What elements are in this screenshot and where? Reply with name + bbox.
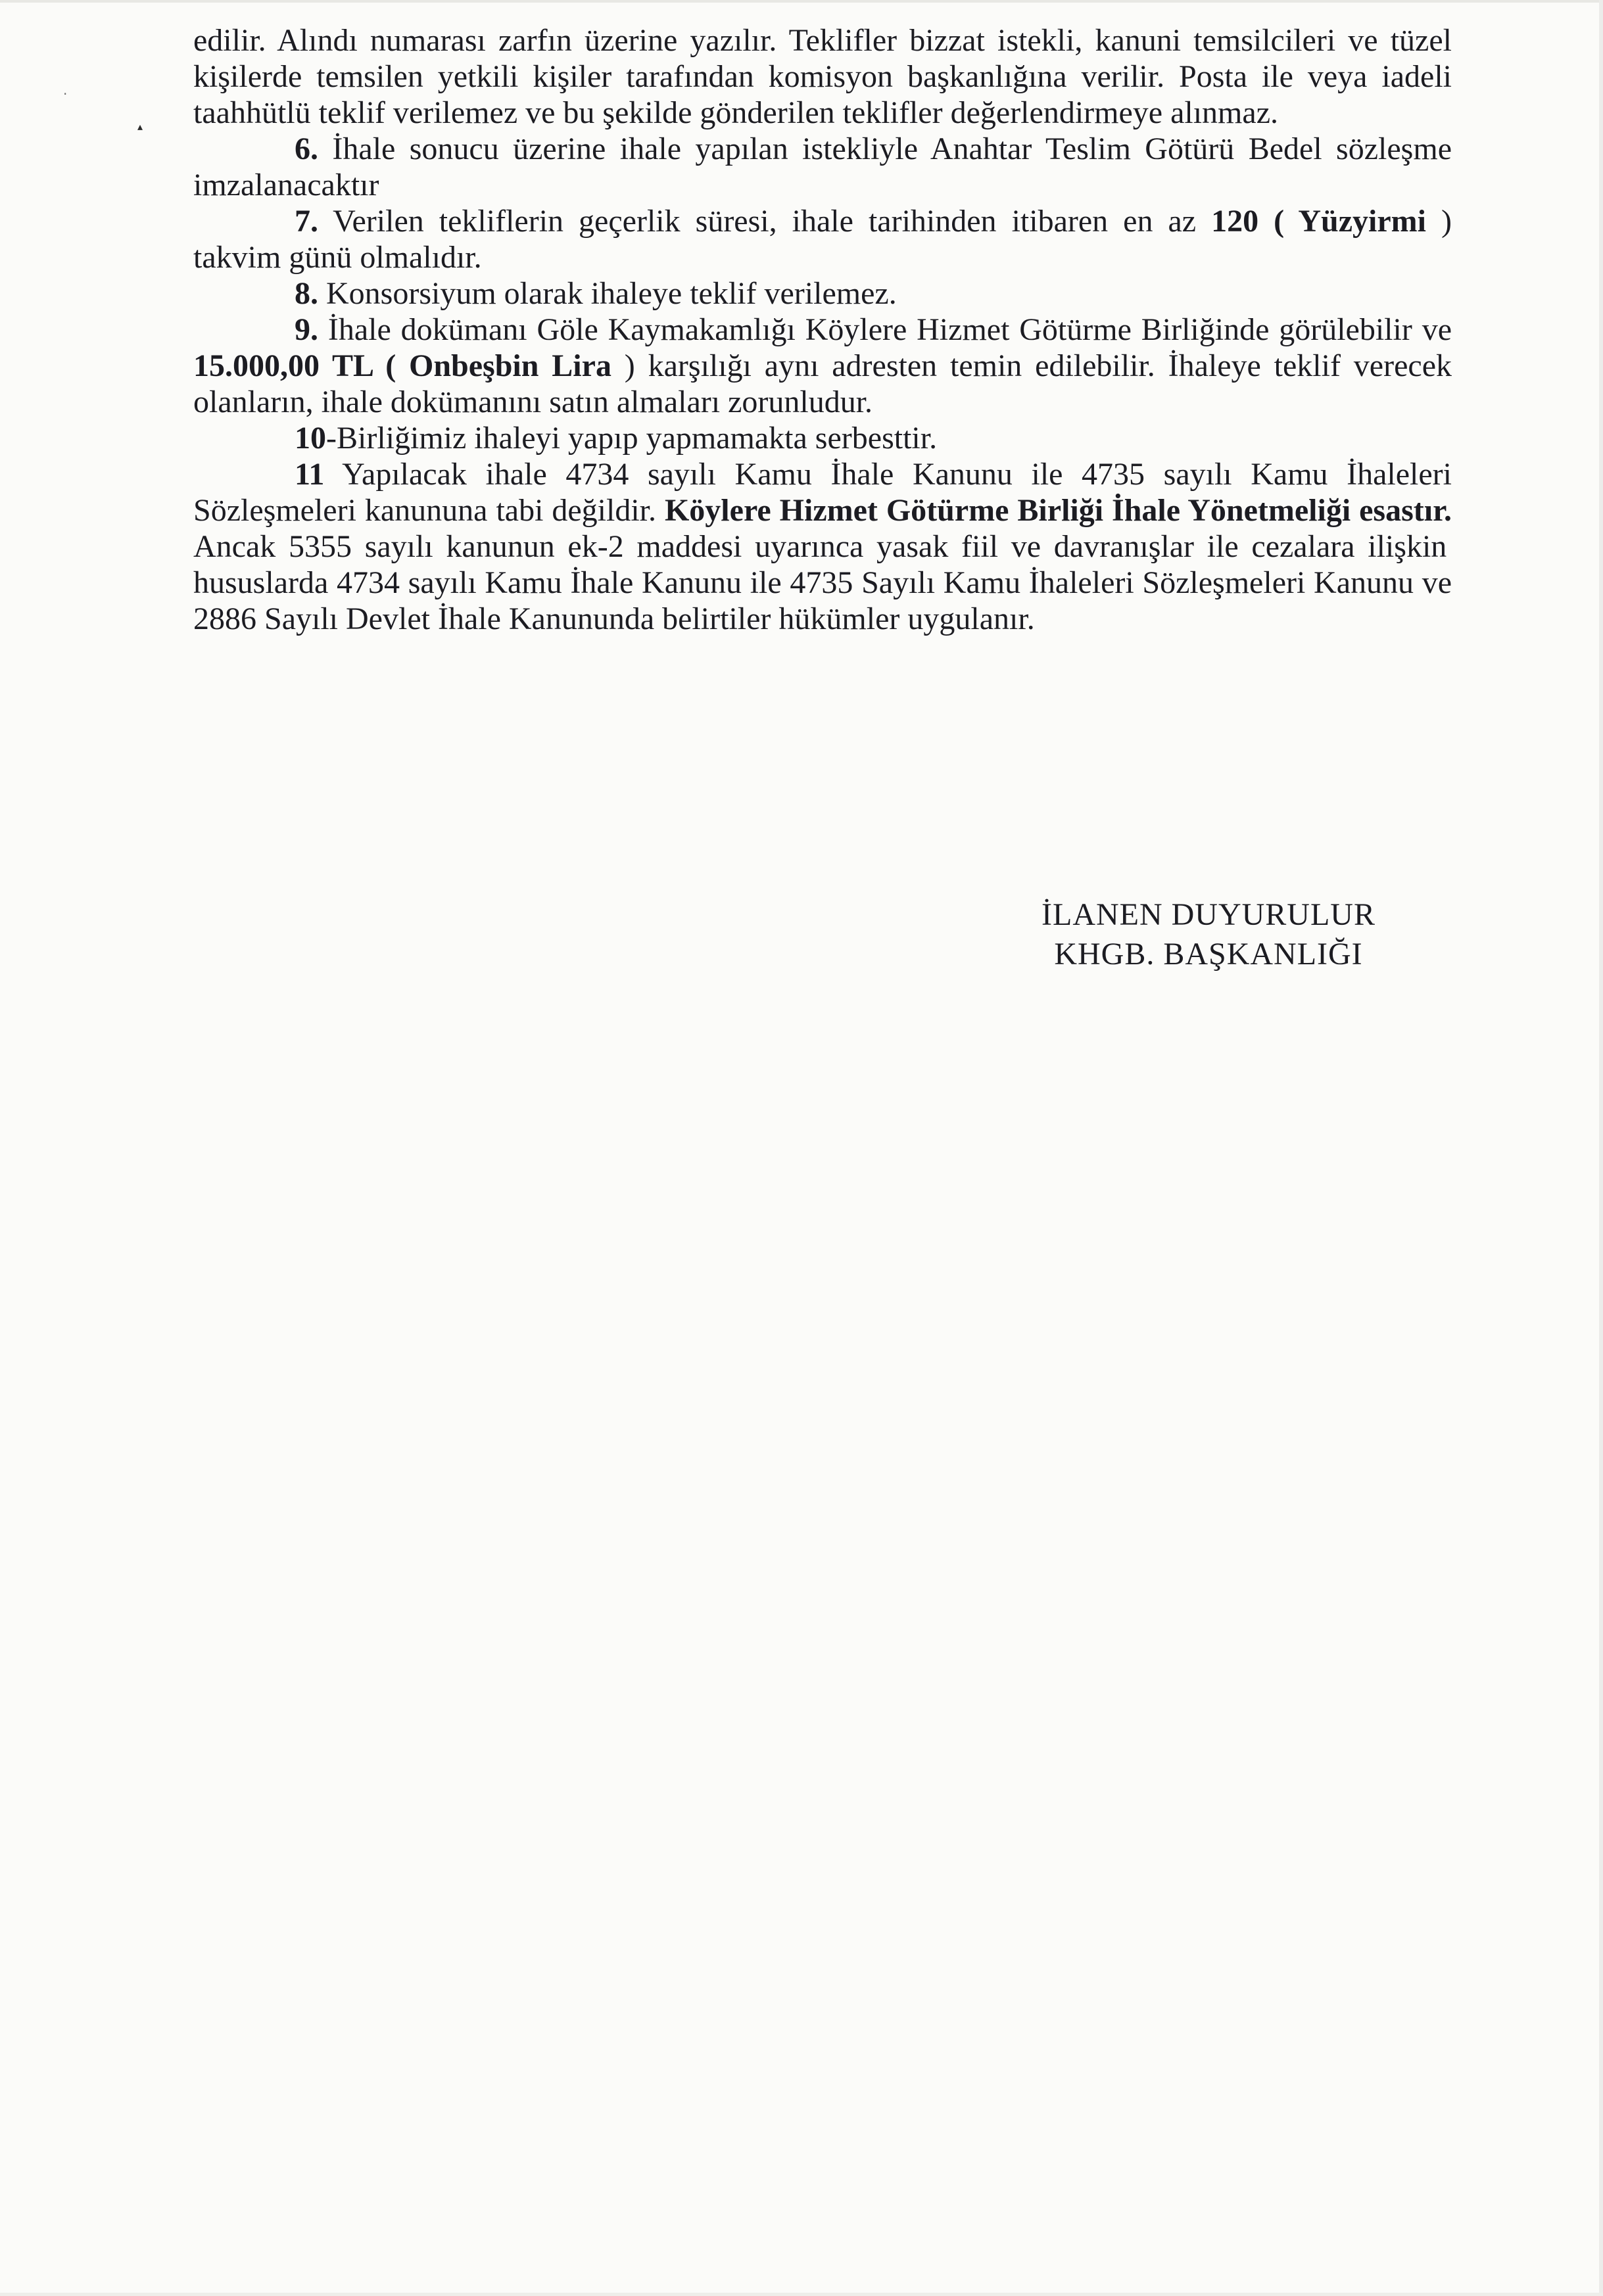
- paragraph-9: [193, 312, 1452, 420]
- paragraph-6: [193, 131, 1452, 203]
- paragraph-11-bold: Köylere Hizmet Götürme Birliği İhale Yönetmeliği esastır.: [664, 493, 1452, 528]
- paragraph-8-text: Konsorsiyum olarak ihaleye teklif verilemez.: [318, 276, 897, 311]
- paragraph-7-text-b: ) takvim günü olmalıdır.: [193, 204, 1452, 275]
- paragraph-10: [193, 420, 1452, 456]
- scan-speck-arrow: ▴: [137, 120, 143, 133]
- paragraph-11-text-b: Ancak 5355 sayılı kanunun ek-2 maddesi uyarınca yasak fiil ve davranışlar ile cezalara ilişkin hususlarda 4734 sayılı Kamu İhale Kanunu ile 4735 Sayılı Kamu İhaleleri Sözleşmeleri Kanunu ve 2886 Sayılı Devlet İhale Kanununda belirtiler hükümler uygulanır.: [193, 529, 1452, 636]
- item-number-7: 7.: [295, 204, 318, 239]
- paragraph-6-text: İhale sonucu üzerine ihale yapılan istekliyle Anahtar Teslim Götürü Bedel sözleşme imzalanacaktır: [193, 131, 1452, 202]
- paragraph-7-text-a: Verilen tekliflerin geçerlik süresi, ihale tarihinden itibaren en az: [318, 204, 1212, 239]
- item-number-11: 11: [295, 457, 325, 492]
- signature-line-2: KHGB. BAŞKANLIĞI: [1054, 937, 1363, 972]
- paragraph-9-bold: 15.000,00 TL ( Onbeşbin Lira: [193, 348, 611, 383]
- scan-edge-top: [0, 0, 1603, 3]
- document-body: [193, 22, 1452, 637]
- paragraph-11-text-a: Yapılacak ihale 4734 sayılı Kamu İhale Kanunu ile 4735 sayılı Kamu İhaleleri Sözleşmeleri kanununa tabi değildir.: [193, 457, 1452, 528]
- signature-block: [1031, 895, 1386, 974]
- paragraph-9-text-a: İhale dokümanı Göle Kaymakamlığı Köylere Hizmet Götürme Birliğinde görülebilir ve: [318, 312, 1452, 347]
- item-number-10: 10: [295, 421, 326, 456]
- paragraph-10-text: -Birliğimiz ihaleyi yapıp yapmamakta serbesttir.: [326, 421, 938, 456]
- paragraph-intro: edilir. Alındı numarası zarfın üzerine yazılır. Teklifler bizzat istekli, kanuni temsilcileri ve tüzel kişilerde temsilen yetkili kişiler tarafından komisyon başkanlığına verilir. Posta ile veya iadeli taahhütlü teklif verilemez ve bu şekilde gönderilen teklifler değerlendirmeye alınmaz.: [193, 23, 1452, 130]
- scan-edge-right: [1599, 0, 1603, 2296]
- item-number-9: 9.: [295, 312, 318, 347]
- paragraph-9-text-b: ) karşılığı aynı adresten temin edilebilir. İhaleye teklif verecek olanların, ihale dokümanını satın almaları zorunludur.: [193, 348, 1452, 419]
- paragraph-7: [193, 203, 1452, 275]
- scan-speck-dot: ·: [63, 86, 68, 102]
- item-number-8: 8.: [295, 276, 318, 311]
- paragraph-8: [193, 275, 1452, 312]
- scan-edge-bottom: [0, 2293, 1603, 2296]
- signature-line-1: İLANEN DUYURULUR: [1041, 897, 1376, 932]
- paragraph-7-bold: 120 ( Yüzyirmi: [1211, 204, 1427, 239]
- item-number-6: 6.: [295, 131, 318, 166]
- paragraph-11: [193, 456, 1452, 637]
